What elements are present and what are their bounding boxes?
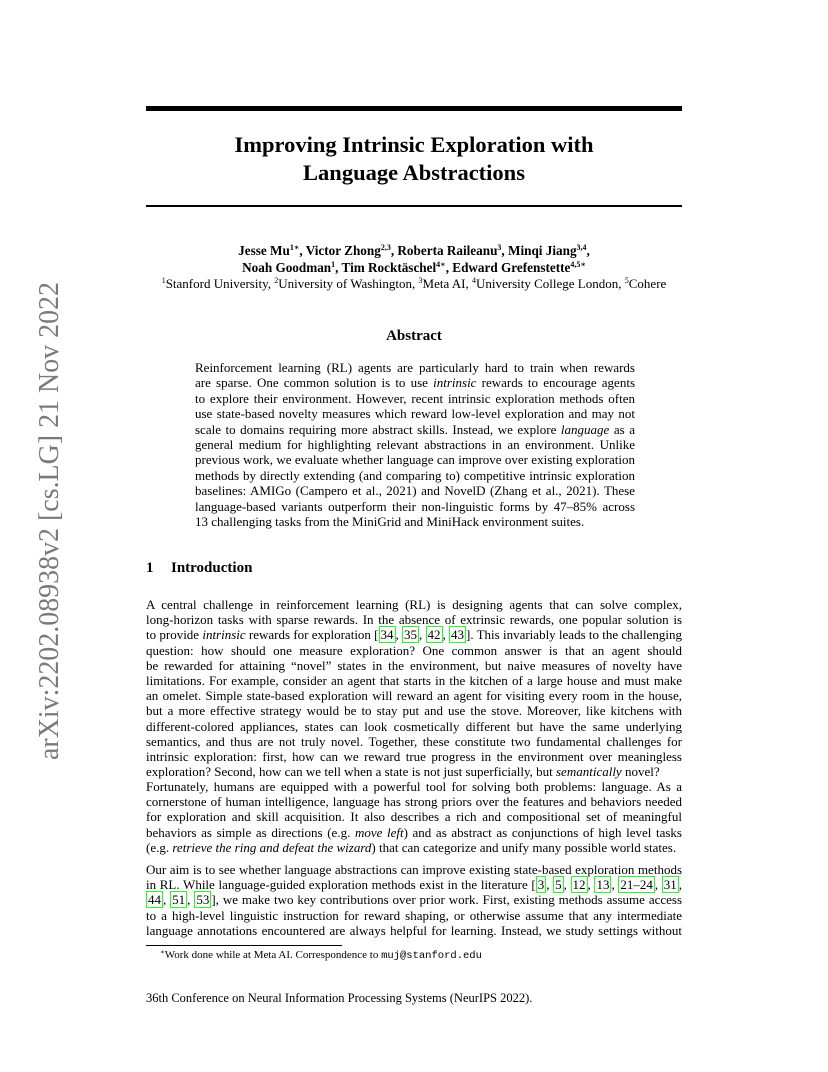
title-line-1: Improving Intrinsic Exploration with — [234, 132, 594, 157]
abstract-text: as a — [609, 421, 635, 437]
abstract-text: rewards to encourage agents — [476, 375, 635, 391]
text-line: an omelet. Simple state-based exploration will reward an agent for visiting every room in the house, — [146, 688, 682, 704]
affil-text: Cohere — [628, 276, 667, 291]
text: , — [163, 892, 171, 908]
author-affil-mark: 2,3 — [380, 243, 391, 252]
abstract-heading: Abstract — [386, 328, 442, 344]
text-line: intrinsic exploration: first, how can we reward true progress in the environment over meaningless — [146, 749, 682, 765]
affil-text: Meta AI, — [422, 276, 472, 291]
text: , — [546, 877, 554, 893]
text-line: limitations. For example, consider an agent that starts in the kitchen of a large house and must make — [146, 673, 682, 689]
abstract-emph: language — [560, 421, 610, 437]
text-line — [146, 764, 682, 779]
author-sep: , — [390, 243, 398, 258]
text: , — [678, 877, 683, 893]
author-sep: , — [299, 243, 306, 258]
author-name: Roberta Raileanu — [397, 243, 498, 258]
author-list: Jesse $Mu^{1∗}$, Victor Zhong$^{2,3}$, Roberta Raileanu$^3$, Minqi Jiang$^{3,4}$, Noah Goodman$^1$, Tim Rocktäschel$^{4∗}$, Edward Grefenstette$^{4,5∗}$ — [238, 243, 590, 275]
text-line: Our aim is to see whether language abstractions can improve existing state-based exploration methods — [146, 862, 682, 877]
footnote-rule — [146, 945, 342, 946]
citation-link[interactable]: 42 — [427, 627, 441, 643]
text: , — [442, 627, 450, 643]
affil-mark: 3 — [418, 276, 423, 285]
abstract-body — [195, 360, 635, 529]
arxiv-id-text: arXiv:2202.08938v2 [cs.LG] 21 Nov 2022 — [34, 280, 65, 760]
text: , — [395, 627, 403, 643]
abstract-line: use state-based novelty measures which reward low-level exploration and may not — [195, 406, 635, 422]
text: novel? — [621, 764, 660, 780]
affil-text: Stanford University, — [165, 276, 275, 291]
text-line: but a more effective strategy would be to stay put and use the stove. Moreover, like kitchens with — [146, 703, 682, 719]
title-rule — [146, 205, 682, 207]
author-name: Jesse Mu — [238, 243, 290, 258]
text: ) and as abstract as conjunctions of high level tasks — [403, 824, 682, 840]
text-line: be rewarded for attaining “novel” states in the environment, but naive measures of novelty have — [146, 657, 682, 673]
affil-text: University of Washington, — [278, 276, 419, 291]
text-line — [146, 840, 682, 855]
author-name: Edward Grefenstette — [452, 260, 571, 275]
footnote-email[interactable]: muj@stanford.edu — [381, 950, 482, 962]
text: , — [187, 892, 195, 908]
emph: move left — [354, 824, 404, 840]
text: in RL. While language-guided exploration methods exist in the literature [ — [146, 877, 536, 893]
text: behaviors as simple as directions (e.g. — [146, 824, 355, 840]
citation-link[interactable]: 31 — [663, 877, 677, 893]
text-line: A central challenge in reinforcement learning (RL) is designing agents that can solve complex, — [146, 597, 682, 612]
citation-link[interactable]: 5 — [555, 877, 562, 893]
text-line: cornerstone of human intelligence, language has strong priors over the features and behaviors needed — [146, 794, 682, 810]
abstract-line: previous work, we evaluate whether language can improve over existing exploration — [195, 452, 635, 468]
text: , — [563, 877, 571, 893]
citation-link[interactable]: 51 — [172, 892, 186, 908]
author-affil-mark: 3 — [497, 243, 502, 252]
text-line: question: how should one measure exploration? One common answer is that an agent should — [146, 642, 682, 658]
text: , — [419, 627, 426, 643]
abstract-text: scale to domains requiring more abstract skills. Instead, we explore — [195, 421, 561, 437]
title-line-2: Language Abstractions — [303, 160, 525, 185]
author-name: Victor Zhong — [305, 243, 381, 258]
text-line — [146, 877, 682, 892]
text-line: long-horizon tasks with sparse rewards. In the absence of extrinsic rewards, one popular solution is — [146, 612, 682, 628]
abstract-line: to explore their environment. However, recent intrinsic exploration methods often — [195, 390, 635, 406]
author-affil-mark: 3,4 — [576, 243, 587, 252]
text-line: language annotations encountered are always helpful for learning. Instead, we study settings without — [146, 922, 682, 938]
affil-mark: 2 — [274, 276, 279, 285]
citation-link[interactable]: 43 — [451, 627, 465, 643]
text-line: Fortunately, humans are equipped with a powerful tool for solving both problems: language. As a — [146, 779, 682, 794]
text: (e.g. — [146, 839, 173, 855]
abstract-line — [195, 422, 635, 437]
text: , — [654, 877, 662, 893]
text-line: semantics, and thus are not truly novel. Together, these constitute two fundamental challenges for — [146, 733, 682, 749]
author-sep: , — [335, 260, 342, 275]
text: ]. This invariably leads to the challenging — [466, 627, 683, 643]
abstract-text: are sparse. One common solution is to use — [195, 375, 434, 391]
affil-mark: 5 — [624, 276, 629, 285]
author-name: Minqi Jiang — [508, 243, 577, 258]
citation-link[interactable]: 21–24 — [620, 877, 653, 893]
emph: intrinsic — [202, 627, 246, 643]
conference-note: 36th Conference on Neural Information Processing Systems (NeurIPS 2022). — [146, 991, 533, 1005]
text: , — [587, 877, 595, 893]
abstract-line: general medium for highlighting relevant abstractions in an environment. Unlike — [195, 437, 635, 453]
text: ], we make two key contributions over prior work. First, existing methods assume access — [211, 892, 683, 908]
text-line: for exploration and skill acquisition. It also describes a rich and compositional set of meaningful — [146, 809, 682, 825]
citation-link[interactable]: 12 — [572, 877, 586, 893]
author-affil-mark: 4,5∗ — [570, 260, 586, 269]
text-line — [146, 825, 682, 840]
text-line — [146, 627, 682, 642]
author-affil-mark: 1∗ — [289, 243, 300, 252]
abstract-line: Reinforcement learning (RL) agents are particularly hard to train when rewards — [195, 360, 635, 375]
section-title: Introduction — [171, 560, 253, 576]
top-rule — [146, 106, 682, 111]
intro-paragraph-1 — [146, 597, 682, 779]
affiliations — [146, 275, 682, 292]
text: ) that can categorize and unify many possible world states. — [371, 839, 677, 855]
affil-mark: 1 — [161, 276, 166, 285]
paper-title — [146, 131, 682, 187]
abstract-line — [195, 375, 635, 390]
affil-mark: 4 — [471, 276, 476, 285]
abstract-line: 13 challenging tasks from the MiniGrid and MiniHack environment suites. — [195, 514, 585, 530]
affil-text: University College London, — [475, 276, 625, 291]
author-sep: , — [501, 243, 509, 258]
text: exploration? Second, how can we tell when a state is not just superficially, but — [146, 764, 556, 780]
author-name: Tim Rocktäschel — [341, 260, 437, 275]
footnote — [160, 949, 482, 962]
author-sep: , — [445, 260, 453, 275]
footnote-mark: ∗ — [160, 948, 165, 956]
citation-link[interactable]: 53 — [196, 892, 210, 908]
text-line — [146, 892, 682, 907]
section-number: 1 — [146, 560, 154, 576]
abstract-emph: intrinsic — [433, 375, 477, 391]
citation-link[interactable]: 3 — [537, 877, 545, 893]
abstract-line: methods by directly extending (and comparing to) competitive intrinsic exploration — [195, 467, 635, 483]
citation-link[interactable]: 13 — [596, 877, 610, 893]
citation-link[interactable]: 35 — [404, 627, 418, 643]
author-affil-mark: 1 — [331, 260, 336, 269]
citation-link[interactable]: 34 — [380, 627, 394, 643]
abstract-line: baselines: AMIGo (Campero et al., 2021) and NovelD (Zhang et al., 2021). These — [195, 483, 635, 499]
author-name: Noah Goodman — [242, 260, 332, 275]
citation-link[interactable]: 44 — [148, 892, 161, 908]
text-line: to a high-level linguistic instruction for reward shaping, or otherwise assume that any intermediate — [146, 907, 682, 923]
text: to provide — [146, 627, 203, 643]
intro-paragraph-3 — [146, 862, 682, 938]
arxiv-identifier — [22, 280, 72, 760]
text: rewards for exploration [ — [245, 627, 379, 643]
text: , — [611, 877, 619, 893]
text-line: different-colored appliances, states can look cosmetically different but have the same underlying — [146, 718, 682, 734]
abstract-line: language-based variants outperform their non-linguistic forms by 47–85% across — [195, 498, 635, 514]
emph: semantically — [556, 764, 622, 780]
emph: retrieve the ring and defeat the wizard — [172, 839, 372, 855]
intro-paragraph-2 — [146, 779, 682, 855]
footnote-text: Work done while at Meta AI. Correspondence to — [164, 949, 382, 961]
author-affil-mark: 4∗ — [436, 260, 446, 269]
